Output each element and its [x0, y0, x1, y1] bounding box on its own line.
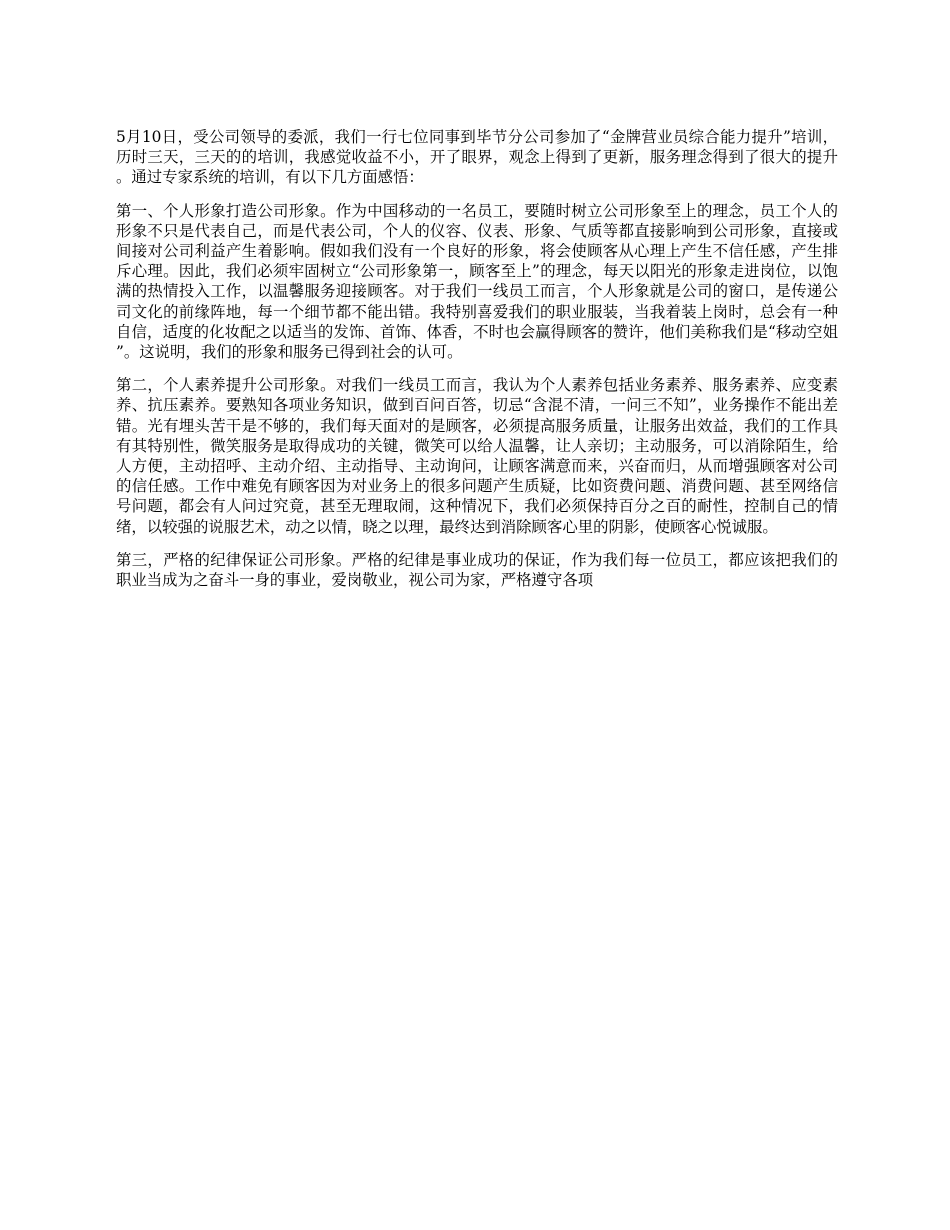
paragraph-discipline: 第三，严格的纪律保证公司形象。严格的纪律是事业成功的保证，作为我们每一位员工，都应该把我们的职业当成为之奋斗一身的事业，爱岗敬业，视公司为家，严格遵守各项 — [116, 550, 838, 590]
document-body — [116, 127, 838, 603]
paragraph-intro: 5月10日，受公司领导的委派，我们一行七位同事到毕节分公司参加了“金牌营业员综合能力提升”培训，历时三天，三天的的培训，我感觉收益不小，开了眼界，观念上得到了更新，服务理念得到了很大的提升。通过专家系统的培训，有以下几方面感悟： — [116, 128, 838, 187]
paragraph-personal-image: 第一、个人形象打造公司形象。作为中国移动的一名员工，要随时树立公司形象至上的理念，员工个人的形象不只是代表自己，而是代表公司，个人的仪容、仪表、形象、气质等都直接影响到公司形象，直接或间接对公司利益产生着影响。假如我们没有一个良好的形象，将会使顾客从心理上产生不信任感，产生排斥心理。因此，我们必须牢固树立“公司形象第一，顾客至上”的理念，每天以阳光的形象走进岗位，以饱满的热情投入工作，以温馨服务迎接顾客。对于我们一线员工而言，个人形象就是公司的窗口，是传递公司文化的前缘阵地，每一个细节都不能出错。我特别喜爱我们的职业服装，当我着装上岗时，总会有一种自信，适度的化妆配之以适当的发饰、首饰、体香，不时也会赢得顾客的赞许，他们美称我们是“移动空姐”。这说明，我们的形象和服务已得到社会的认可。 — [116, 201, 838, 362]
paragraph-personal-quality: 第二，个人素养提升公司形象。对我们一线员工而言，我认为个人素养包括业务素养、服务素养、应变素养、抗压素养。要熟知各项业务知识，做到百问百答，切忌“含混不清，一问三不知”，业务操作不能出差错。光有埋头苦干是不够的，我们每天面对的是顾客，必须提高服务质量，让服务出效益，我们的工作具有其特别性，微笑服务是取得成功的关键，微笑可以给人温馨，让人亲切；主动服务，可以消除陌生，给人方便，主动招呼、主动介绍、主动指导、主动询问，让顾客满意而来，兴奋而归，从而增强顾客对公司的信任感。工作中难免有顾客因为对业务上的很多问题产生质疑，比如资费问题、消费问题、甚至网络信号问题，都会有人问过究竟，甚至无理取闹，这种情况下，我们必须保持百分之百的耐性，控制自己的情绪，以较强的说服艺术，动之以情，晓之以理，最终达到消除顾客心里的阴影，使顾客心悦诚服。 — [116, 376, 838, 536]
